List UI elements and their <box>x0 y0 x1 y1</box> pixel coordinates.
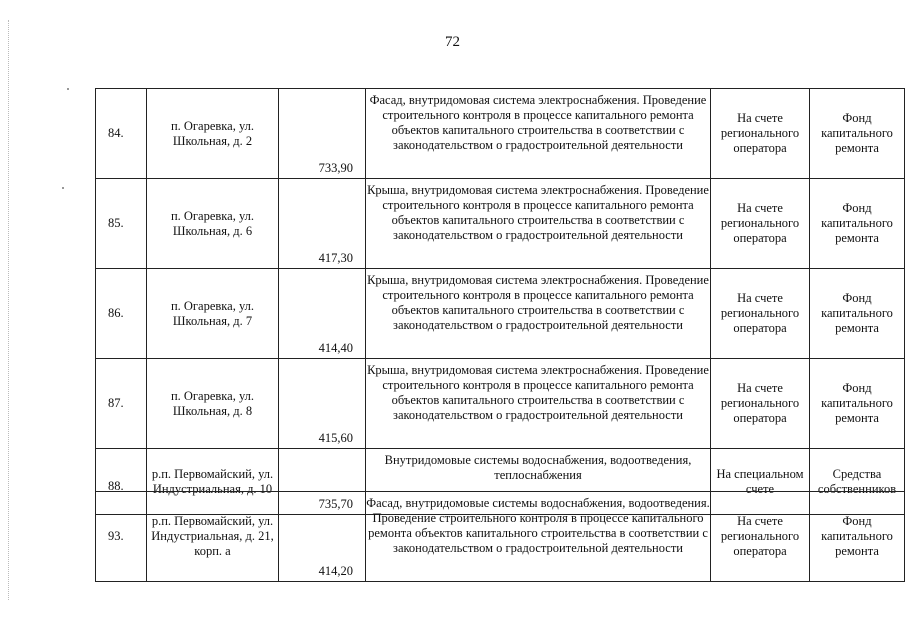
account-cell: На счете регионального оператора <box>711 359 810 449</box>
funding-source-cell: Фонд капитального ремонта <box>810 269 905 359</box>
account-cell: На счете регионального оператора <box>711 89 810 179</box>
cost-cell: 414,20 <box>279 492 366 582</box>
address-cell: п. Огаревка, ул. Школьная, д. 7 <box>147 269 279 359</box>
table-row <box>96 359 905 449</box>
works-cell: Фасад, внутридомовые системы водоснабжения, водоотведения. Проведение строительного контроля в процессе капитального ремонта объектов капитального строительства в соответствии с законодательством о градостроительной деятельности <box>366 492 711 582</box>
table-row <box>96 269 905 359</box>
funding-source-cell: Фонд капитального ремонта <box>810 89 905 179</box>
row-number: 93. <box>96 492 147 582</box>
cost-cell: 414,40 <box>279 269 366 359</box>
cost-cell: 733,90 <box>279 89 366 179</box>
account-cell: На счете регионального оператора <box>711 492 810 582</box>
scan-speck <box>62 187 64 189</box>
funding-source-cell: Фонд капитального ремонта <box>810 179 905 269</box>
table-row <box>96 89 905 179</box>
row-number: 86. <box>96 269 147 359</box>
funding-source-cell: Фонд капитального ремонта <box>810 492 905 582</box>
works-cell: Крыша, внутридомовая система электроснабжения. Проведение строительного контроля в процессе капитального ремонта объектов капитального строительства в соответствии с законодательством о градостроительной деятельности <box>366 179 711 269</box>
table-row <box>96 179 905 269</box>
cost-cell: 735,70 <box>279 449 366 515</box>
row-number: 84. <box>96 89 147 179</box>
table-row <box>96 492 905 582</box>
cost-cell: 417,30 <box>279 179 366 269</box>
scan-speck <box>67 88 69 90</box>
account-cell: На специальном счете <box>711 449 810 515</box>
page-number: 72 <box>445 34 460 50</box>
address-cell: р.п. Первомайский, ул. Индустриальная, д. 21, корп. а <box>147 492 279 582</box>
work-table-continued <box>95 491 905 582</box>
address-cell: р.п. Первомайский, ул. Индустриальная, д. 10 <box>147 449 279 515</box>
works-cell: Крыша, внутридомовая система электроснабжения. Проведение строительного контроля в процессе капитального ремонта объектов капитального строительства в соответствии с законодательством о градостроительной деятельности <box>366 269 711 359</box>
cost-cell: 415,60 <box>279 359 366 449</box>
row-number: 88. <box>96 449 147 515</box>
address-cell: п. Огаревка, ул. Школьная, д. 6 <box>147 179 279 269</box>
work-table <box>95 88 905 515</box>
works-cell: Фасад, внутридомовая система электроснабжения. Проведение строительного контроля в процессе капитального ремонта объектов капитального строительства в соответствии с законодательством о градостроительной деятельности <box>366 89 711 179</box>
account-cell: На счете регионального оператора <box>711 269 810 359</box>
works-cell: Внутридомовые системы водоснабжения, водоотведения, теплоснабжения <box>366 449 711 515</box>
address-cell: п. Огаревка, ул. Школьная, д. 8 <box>147 359 279 449</box>
page-edge-line <box>8 20 9 600</box>
works-cell: Крыша, внутридомовая система электроснабжения. Проведение строительного контроля в процессе капитального ремонта объектов капитального строительства в соответствии с законодательством о градостроительной деятельности <box>366 359 711 449</box>
funding-source-cell: Средства собственников <box>810 449 905 515</box>
account-cell: На счете регионального оператора <box>711 179 810 269</box>
address-cell: п. Огаревка, ул. Школьная, д. 2 <box>147 89 279 179</box>
funding-source-cell: Фонд капитального ремонта <box>810 359 905 449</box>
row-number: 87. <box>96 359 147 449</box>
row-number: 85. <box>96 179 147 269</box>
